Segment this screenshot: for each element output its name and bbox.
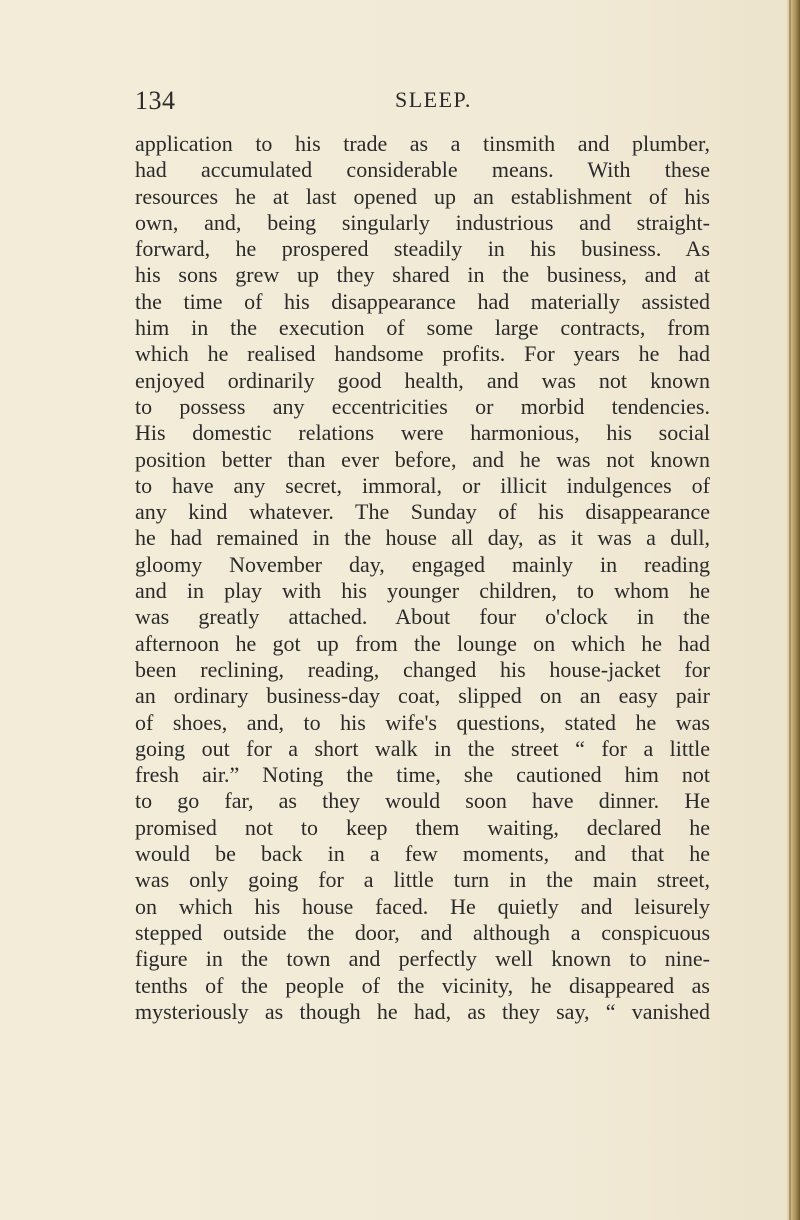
text-line: was greatly attached. About four o'clock in the — [135, 604, 710, 630]
text-line: enjoyed ordinarily good health, and was not known — [135, 367, 710, 393]
body-text — [135, 131, 710, 1025]
text-line: which he realised handsome profits. For years he had — [135, 341, 710, 367]
text-line: tenths of the people of the vicinity, he disappeared as — [135, 972, 710, 998]
text-line: fresh air.” Noting the time, she cautioned him not — [135, 762, 710, 788]
page-edge-line — [789, 0, 791, 1220]
text-line: own, and, being singularly industrious and straight- — [135, 209, 710, 235]
text-line: an ordinary business-day coat, slipped on an easy pair — [135, 683, 710, 709]
page-number: 134 — [135, 86, 176, 115]
text-line: on which his house faced. He quietly and leisurely — [135, 893, 710, 919]
text-line: any kind whatever. The Sunday of his disappearance — [135, 499, 710, 525]
text-line: to have any secret, immoral, or illicit indulgences of — [135, 472, 710, 498]
text-line: to possess any eccentricities or morbid tendencies. — [135, 393, 710, 419]
text-line: stepped outside the door, and although a conspicuous — [135, 919, 710, 945]
text-line: he had remained in the house all day, as it was a dull, — [135, 525, 710, 551]
text-line: resources he at last opened up an establishment of his — [135, 183, 710, 209]
text-line: had accumulated considerable means. With these — [135, 157, 710, 183]
text-line: of shoes, and, to his wife's questions, stated he was — [135, 709, 710, 735]
text-line: forward, he prospered steadily in his business. As — [135, 236, 710, 262]
text-line: to go far, as they would soon have dinner. He — [135, 788, 710, 814]
text-line: him in the execution of some large contracts, from — [135, 315, 710, 341]
text-line: gloomy November day, engaged mainly in reading — [135, 551, 710, 577]
text-line: figure in the town and perfectly well known to nine- — [135, 946, 710, 972]
text-line: his sons grew up they shared in the business, and at — [135, 262, 710, 288]
text-line: position better than ever before, and he was not known — [135, 446, 710, 472]
text-line: promised not to keep them waiting, declared he — [135, 814, 710, 840]
text-line: the time of his disappearance had materially assisted — [135, 288, 710, 314]
text-line: His domestic relations were harmonious, his social — [135, 420, 710, 446]
text-line: and in play with his younger children, to whom he — [135, 578, 710, 604]
text-line: application to his trade as a tinsmith and plumber, — [135, 131, 710, 156]
text-line: mysteriously as though he had, as they say, “ vanished — [135, 998, 710, 1024]
text-line: been reclining, reading, changed his house-jacket for — [135, 656, 710, 682]
text-line: would be back in a few moments, and that he — [135, 841, 710, 867]
text-line: going out for a short walk in the street “ for a little — [135, 735, 710, 761]
running-head: SLEEP. — [395, 87, 472, 112]
page-header — [135, 86, 710, 120]
text-line: afternoon he got up from the lounge on which he had — [135, 630, 710, 656]
text-line: was only going for a little turn in the main street, — [135, 867, 710, 893]
